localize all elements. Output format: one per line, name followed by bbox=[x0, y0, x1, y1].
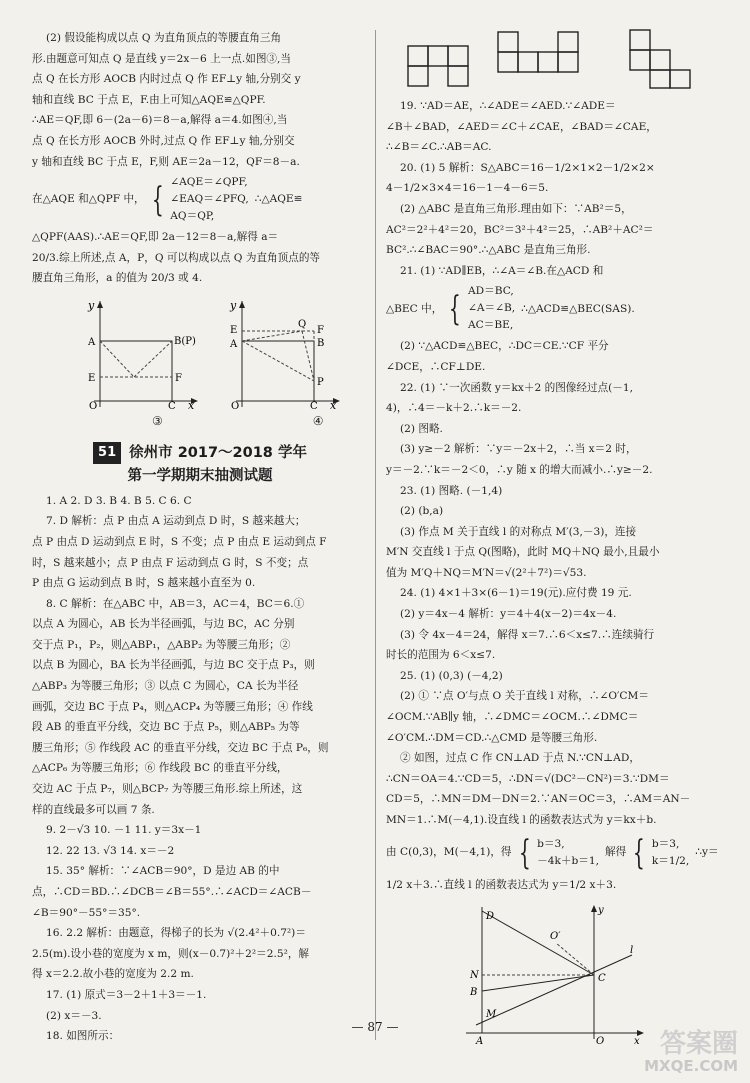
square bbox=[408, 66, 428, 86]
system-suffix: ∴△AQE≌ bbox=[254, 193, 303, 206]
square bbox=[558, 52, 578, 72]
label: E bbox=[88, 372, 96, 384]
figure-3 bbox=[80, 297, 200, 409]
label: A bbox=[230, 338, 238, 350]
text-line: ∠DCE，∴CF⊥DE. bbox=[386, 360, 486, 373]
text-line: 1/2 x＋3.∴直线 l 的函数表达式为 y＝1/2 x＋3. bbox=[386, 878, 617, 891]
square bbox=[428, 46, 448, 66]
label: N bbox=[470, 970, 479, 982]
section-subtitle: 第一学期期末抽测试题 bbox=[127, 468, 273, 485]
label: y bbox=[88, 298, 95, 312]
net-3 bbox=[630, 30, 690, 88]
text-line: △QPF(AAS).∴AE＝QF,即 2a－12＝8－a,解得 a＝ bbox=[32, 231, 279, 244]
arrow bbox=[97, 301, 103, 308]
line-bc bbox=[482, 975, 594, 991]
square bbox=[498, 52, 518, 72]
label: M bbox=[486, 1009, 497, 1021]
text-line: 20/3.综上所述,点 A，P，Q 可以构成以点 Q 为直角顶点的等 bbox=[32, 251, 321, 264]
label: D bbox=[486, 911, 495, 923]
text-line: 7. D 解析：点 P 由点 A 运动到点 D 时，S 越来越大； bbox=[46, 515, 306, 528]
label: O bbox=[596, 1036, 605, 1046]
brace: { bbox=[449, 288, 462, 329]
line-l bbox=[476, 955, 632, 1025]
square bbox=[498, 32, 518, 52]
qp-line bbox=[302, 331, 314, 381]
text-line: 段 AB 的垂直平分线，交边 BC 于点 P₅，则△ABP₅ 为等 bbox=[32, 721, 300, 734]
section-number: 51 bbox=[93, 442, 121, 465]
arrow bbox=[239, 301, 245, 308]
label: P bbox=[317, 376, 324, 388]
brace: { bbox=[518, 832, 531, 873]
text-line: (3) 令 4x－4＝24，解得 x＝7.∴6＜x≤7.∴连续骑行 bbox=[400, 628, 655, 641]
square bbox=[518, 52, 538, 72]
system-line: b＝3, bbox=[651, 837, 680, 850]
label: F bbox=[175, 372, 182, 384]
text-line: 18. 如图所示： bbox=[46, 1030, 120, 1043]
net-2 bbox=[498, 32, 578, 72]
text-line: ∠OCM.∵AB∥y 轴，∴∠DMC＝∠OCM.∴∠DMC＝ bbox=[386, 711, 639, 724]
rectangle-aocb bbox=[100, 341, 172, 401]
text-line: (2) (b,a) bbox=[400, 505, 444, 518]
watermark-line: MXQE.COM bbox=[644, 1057, 738, 1075]
text-line: 以点 B 为圆心，BA 长为半径画弧，与边 BC 交于点 P₃，则 bbox=[32, 659, 315, 672]
aq-line bbox=[242, 331, 302, 341]
system-lines bbox=[537, 836, 599, 870]
aq-line bbox=[100, 341, 134, 377]
text-line: 12. 22 13. √3 14. x＝－2 bbox=[46, 844, 175, 857]
text-line: ∠B＝90°－55°＝35°. bbox=[32, 906, 141, 919]
text-line: 点 Q 在长方形 AOCB 内时过点 Q 作 EF⊥y 轴,分别交 y bbox=[32, 73, 301, 86]
square bbox=[630, 50, 650, 70]
text-line: (3) 作点 M 关于直线 l 的对称点 M′(3,－3)，连接 bbox=[400, 525, 637, 538]
label: F bbox=[317, 324, 324, 336]
label: A bbox=[88, 336, 96, 348]
arrow bbox=[591, 905, 597, 912]
text-line: 21. (1) ∵AD∥EB，∴∠A＝∠B.在△ACD 和 bbox=[400, 264, 604, 277]
section-title bbox=[32, 442, 368, 465]
text-line: (2) 假设能构成以点 Q 为直角顶点的等腰直角三角 bbox=[46, 32, 282, 44]
system-lines bbox=[468, 283, 515, 334]
text-line: △ABP₃ 为等腰三角形；③ 以点 C 为圆心，CA 长为半径 bbox=[32, 680, 299, 693]
system-lines bbox=[170, 174, 248, 225]
text-line: BC².∴∠BAC＝90°.∴△ABC 是直角三角形. bbox=[386, 244, 591, 257]
text-line: ② 如图，过点 C 作 CN⊥AD 于点 N.∵CN⊥AD， bbox=[400, 752, 640, 765]
text-line: (3) y≥－2 解析：∵y＝－2x＋2，∴当 x＝2 时， bbox=[400, 443, 637, 456]
q18-figures bbox=[386, 28, 730, 90]
page-number: — 87 — bbox=[351, 1020, 399, 1034]
label: l bbox=[630, 945, 634, 957]
text-line: 8. C 解析：在△ABC 中，AB＝3，AC＝4，BC＝6.① bbox=[46, 597, 305, 610]
text-line: 时长的范围为 6＜x≤7. bbox=[386, 649, 496, 662]
watermark-logo bbox=[644, 1030, 738, 1074]
label: O bbox=[89, 400, 98, 409]
text-line: 以点 A 为圆心，AB 长为半径画弧，与边 BC，AC 分别 bbox=[32, 618, 295, 631]
system-line: AC＝BE, bbox=[467, 319, 514, 332]
text-line: 样的直线最多可以画 7 条. bbox=[32, 803, 155, 816]
text-line: 19. ∵AD＝AE，∴∠ADE＝∠AED.∵∠ADE＝ bbox=[400, 100, 616, 112]
equation-system bbox=[386, 283, 730, 334]
system-prefix: △BEC 中， bbox=[386, 302, 443, 315]
text-line: 22. (1) ∵一次函数 y＝kx＋2 的图像经过点(－1, bbox=[400, 381, 633, 394]
text-line: 25. (1) (0,3) (－4,2) bbox=[400, 669, 503, 682]
text-line: ∠B＋∠BAD，∠AED＝∠C＋∠CAE，∠BAD＝∠CAE， bbox=[386, 120, 657, 133]
text-line: 17. (1) 原式＝3－2＋1＋3＝－1. bbox=[46, 988, 207, 1001]
square bbox=[448, 46, 468, 66]
text-line: y 轴和直线 BC 于点 E，F,则 AE＝2a－12，QF＝8－a. bbox=[32, 155, 300, 168]
brace: { bbox=[151, 179, 164, 220]
net-1 bbox=[408, 46, 468, 86]
q25-figure bbox=[446, 903, 646, 1045]
text-line: 值为 M′Q＋NQ＝M′N＝√(2²＋7²)＝√53. bbox=[386, 566, 587, 579]
text-line: 点，∴CD＝BD.∴∠DCB＝∠B＝55°.∴∠ACD＝∠ACB－ bbox=[32, 886, 312, 898]
label: x bbox=[188, 398, 195, 409]
square bbox=[558, 32, 578, 52]
label: Q bbox=[298, 318, 307, 330]
text-line: 交于点 P₁，P₂，则△ABP₁，△ABP₂ 为等腰三角形；② bbox=[32, 638, 291, 651]
label: B bbox=[317, 337, 325, 349]
text-line: MN＝1.∴M(－4,1).设直线 l 的函数表达式为 y＝kx＋b. bbox=[386, 814, 657, 826]
text-line: (2) 图略. bbox=[400, 422, 443, 435]
square bbox=[448, 66, 468, 86]
qp-line bbox=[134, 341, 172, 377]
text-line: 形.由题意可知点 Q 是直线 y＝2x－6 上一点.如图③,当 bbox=[32, 52, 291, 65]
square bbox=[670, 70, 690, 88]
label: C bbox=[598, 973, 606, 985]
text-line: △ACP₆ 为等腰三角形；⑥ 作线段 BC 的垂直平分线， bbox=[32, 762, 288, 775]
text-line: 时，S 越来越小；点 P 由点 F 运动到点 G 时，S 不变；点 bbox=[32, 556, 309, 569]
equation-system bbox=[386, 833, 730, 873]
system-suffix: ∴△ACD≌△BEC(SAS). bbox=[521, 302, 635, 315]
text-line: y＝－2.∵k＝－2＜0，∴y 随 x 的增大而减小.∴y≥－2. bbox=[386, 463, 653, 476]
right-column bbox=[386, 28, 730, 1045]
text-line: 16. 2.2 解析：由题意，得梯子的长为 √(2.4²＋0.7²)＝ bbox=[46, 927, 306, 940]
text-line: (2) x＝－3. bbox=[46, 1009, 102, 1022]
text-line: 腰直角三角形，a 的值为 20/3 或 4. bbox=[32, 272, 203, 285]
square bbox=[650, 50, 670, 70]
text-line: 交边 AC 于点 P₇，则△BCP₇ 为等腰三角形.综上所述，这 bbox=[32, 783, 303, 796]
figure-4 bbox=[222, 297, 342, 409]
text-line: 点 P 由点 D 运动到点 E 时，S 不变；点 P 由点 E 运动到点 F bbox=[32, 535, 327, 548]
text-line: 15. 35° 解析：∵∠ACB＝90°，D 是边 AB 的中 bbox=[46, 865, 280, 878]
caption-4: ④ bbox=[312, 413, 324, 428]
square bbox=[630, 30, 650, 50]
text-line: (2) y＝4x－4 解析：y＝4＋4(x－2)＝4x－4. bbox=[400, 608, 617, 621]
text-line: 腰三角形；⑤ 作线段 AC 的垂直平分线，交边 BC 于点 P₆，则 bbox=[32, 741, 329, 754]
text-line: 画弧，交边 BC 于点 P₄，则△ACP₄ 为等腰三角形；④ 作线 bbox=[32, 700, 313, 713]
label: y bbox=[230, 298, 237, 312]
text-line: 4)，∴4＝－k＋2.∴k＝－2. bbox=[386, 402, 522, 415]
text-line: 23. (1) 图略. (－1,4) bbox=[400, 484, 503, 497]
text-line: 4－1/2×3×4＝16－1－4－6＝5. bbox=[386, 182, 549, 195]
column-divider bbox=[375, 30, 376, 1040]
text-line: (2) ∵△ACD≌△BEC，∴DC＝CE.∵CF 平分 bbox=[400, 340, 609, 353]
system-prefix: 在△AQE 和△QPF 中， bbox=[32, 193, 145, 206]
system-line: －4k＋b＝1, bbox=[537, 854, 600, 867]
system-line: AQ＝QP, bbox=[170, 210, 215, 223]
label: x bbox=[634, 1036, 640, 1046]
square bbox=[538, 52, 558, 72]
text-line: P 由点 G 运动到点 B 时，S 越来越小直至为 0. bbox=[32, 577, 256, 590]
label: y bbox=[598, 905, 604, 917]
square bbox=[650, 70, 670, 88]
system-line: ∠A＝∠B, bbox=[467, 302, 516, 315]
text-line: 9. 2－√3 10. －1 11. y＝3x－1 bbox=[46, 824, 202, 837]
label: x bbox=[330, 398, 337, 409]
solution-lines bbox=[652, 836, 689, 870]
text-line: 24. (1) 4×1＋3×(6－1)＝19(元).应付费 19 元. bbox=[400, 587, 632, 600]
ap-line bbox=[242, 341, 314, 381]
label: C bbox=[310, 400, 318, 409]
text-line: 2.5(m).设小巷的宽度为 x m，则(x－0.7)²＋2²＝2.5²，解 bbox=[32, 947, 310, 960]
label: E bbox=[230, 324, 238, 336]
system-suffix: ∴y＝ bbox=[695, 846, 719, 859]
text-line: 轴和直线 BC 于点 E，F.由上可知△AQE≌△QPF. bbox=[32, 93, 266, 106]
text-line: (2) ① ∵点 O′与点 O 关于直线 l 对称，∴∠O′CM＝ bbox=[400, 690, 649, 703]
text-line: AC²＝2²＋4²＝20，BC²＝3²＋4²＝25，∴AB²＋AC²＝ bbox=[386, 223, 654, 236]
system-line: AD＝BC, bbox=[467, 285, 514, 298]
watermark-line: 答案圈 bbox=[659, 1029, 738, 1059]
text-line: ∴∠B＝∠C.∴AB＝AC. bbox=[386, 141, 492, 154]
text-line: (2) △ABC 是直角三角形.理由如下：∵AB²＝5， bbox=[400, 202, 632, 215]
text-line: 点 Q 在长方形 AOCB 外时,过点 Q 作 EF⊥y 轴,分别交 bbox=[32, 134, 295, 147]
system-line: k＝1/2, bbox=[651, 854, 690, 867]
system-prefix: 由 C(0,3)，M(－4,1)，得 bbox=[386, 846, 512, 859]
label: O bbox=[231, 400, 240, 409]
text-line: ∴AE＝QF,即 6－(2a－6)＝8－a,解得 a＝4.如图④,当 bbox=[32, 114, 288, 127]
system-line: ∠EAQ＝∠PFQ, bbox=[170, 193, 249, 206]
equation-system bbox=[32, 174, 368, 225]
label: C bbox=[168, 400, 176, 409]
label: A bbox=[476, 1036, 484, 1046]
text-line: M′N 交直线 l 于点 Q(图略)，此时 MQ＋NQ 最小,且最小 bbox=[386, 546, 660, 559]
text-line: 20. (1) 5 解析：S△ABC＝16－1/2×1×2－1/2×2× bbox=[400, 161, 655, 174]
system-line: b＝3, bbox=[537, 837, 565, 850]
system-mid: 解得 bbox=[605, 846, 627, 859]
figure-captions bbox=[152, 411, 368, 432]
rectangle-aocb bbox=[242, 341, 314, 401]
label: B bbox=[470, 987, 478, 999]
text-line: 1. A 2. D 3. B 4. B 5. C 6. C bbox=[46, 494, 192, 507]
label: B(P) bbox=[174, 335, 196, 347]
square bbox=[408, 46, 428, 66]
system-line: ∠AQE＝∠QPF, bbox=[170, 176, 248, 189]
left-column bbox=[32, 28, 368, 1047]
text-line: CD＝5，∴MN＝DM－DN＝2.∵AN＝OC＝3，∴AM＝AN－ bbox=[386, 793, 691, 806]
section-title-text: 徐州市 2017～2018 学年 bbox=[129, 444, 307, 461]
figures-row bbox=[80, 297, 368, 409]
caption-3: ③ bbox=[152, 413, 163, 428]
text-line: 得 x＝2.2.故小巷的宽度为 2.2 m. bbox=[32, 968, 194, 981]
line-dc bbox=[482, 911, 594, 975]
line-co2 bbox=[556, 943, 594, 975]
text-line: ∠O′CM.∴DM＝CD.∴△CMD 是等腰三角形. bbox=[386, 731, 598, 744]
text-line: ∴CN＝OA＝4.∵CD＝5，∴DN＝√(DC²－CN²)＝3.∵DM＝ bbox=[386, 772, 670, 785]
brace: { bbox=[633, 832, 645, 873]
label: O′ bbox=[550, 931, 561, 943]
